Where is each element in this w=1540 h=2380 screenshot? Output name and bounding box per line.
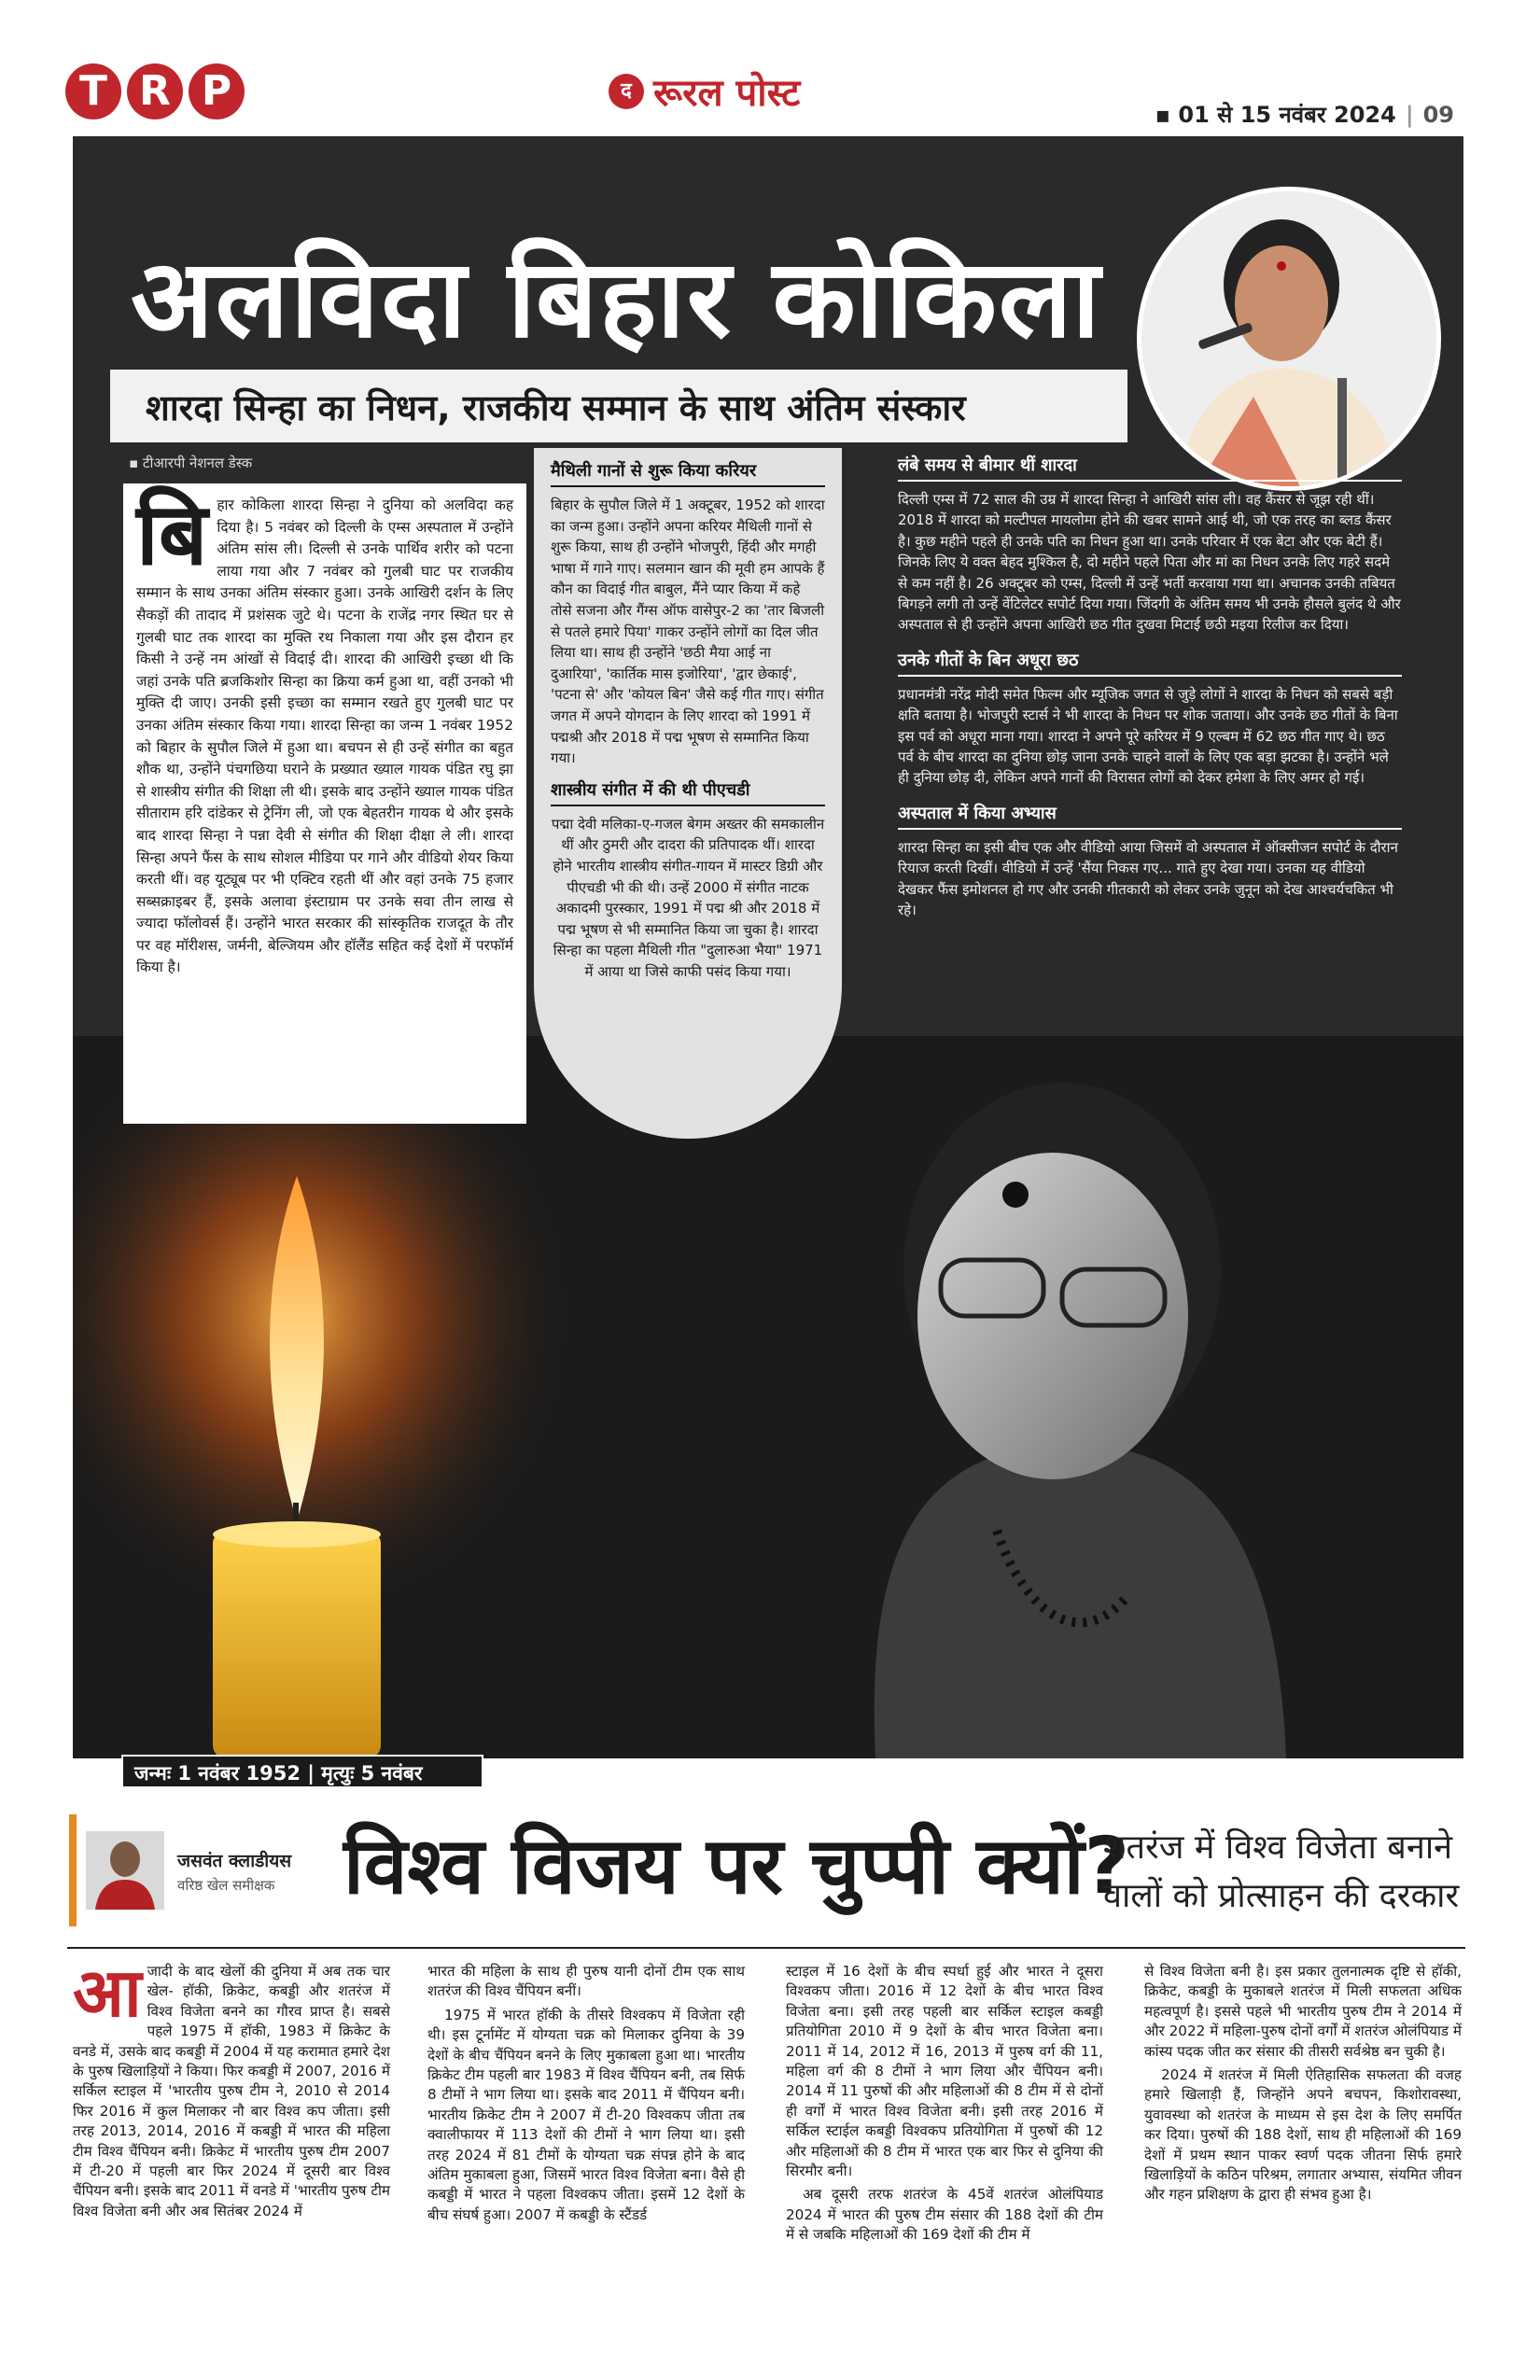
logo-letter: P (189, 63, 245, 119)
logo-letter: R (127, 63, 183, 119)
feature-subheadline-bar (110, 370, 1127, 442)
article-text: 2024 में शतरंज में मिली ऐतिहासिक सफलता की वजह हमारे खिलाड़ी हैं, जिन्होंने अपने बचपन, किशोरावस्था, युवावस्था को शतरंज के माध्यम से इस देश के लिए समर्पित कर दिया। पुरुषों की 188 देशों, साथ ही महिलाओं की 169 देशों में प्रथम स्थान पाकर स्वर्ण पदक जीतना सिर्फ हमारे खिलाड़ियों के कठिन परिश्रम, लगातार अभ्यास, संयमित जीवन और गहन प्रशिक्षण के द्वारा ही संभव हुआ है। (1144, 2066, 1462, 2204)
article-column-1 (73, 1953, 390, 2225)
article-column-3 (786, 1962, 1103, 2249)
article-text: जादी के बाद खेलों की दुनिया में अब तक चार खेल- हॉकी, क्रिकेट, कबड्डी और शतरंज में विश्व विजेता बनने का गौरव प्राप्त है। सबसे पहले 1975 में हॉकी, 1983 में क्रिकेट के वनडे में, उसके बाद कबड्डी में 2004 में यह करामात हमारे देश के पुरुष खिलाड़ियों ने किया। फिर कबड्डी में 2007, 2016 में सर्किल स्टाइल में 'भारतीय पुरुष टीम ने, 2010 से 2014 फिर 2016 में कुल मिलाकर नौ बार विश्व कप जीता। इसी तरह 2013, 2014, 2016 में कबड्डी में भारत की महिला टीम विश्व चैंपियन बनी। क्रिकेट में भारतीय पुरुष टीम 2007 में टी-20 में पहली बार फिर 2024 में दूसरी बार विश्व चैंपियन बनी। इसके बाद 2011 में वनडे में 'भारतीय पुरुष टीम विश्व विजेता बनी और अब सितंबर 2024 में (73, 1963, 390, 2219)
article-dropcap: आ (73, 1953, 142, 2032)
deck-line: वालों को प्रोत्साहन की दरकार (1103, 1877, 1460, 1915)
section-heading: लंबे समय से बीमार थीं शारदा (898, 454, 1402, 482)
author-avatar (86, 1831, 164, 1910)
feature-headline: अलविदा बिहार कोकिला (131, 236, 1102, 362)
lead-dropcap: बि (136, 484, 208, 584)
feature-photo-area (73, 1036, 1463, 1758)
section-text: पद्मा देवी मलिका-ए-गजल बेगम अख्तर की समकालीन थीं और ठुमरी और दादरा की प्रतिपादक थीं। शारदा होने भारतीय शास्त्रीय संगीत-गायन में मास्टर डिग्री और पीएचडी भी की थी। उन्हें 2000 में संगीत नाटक अकादमी पुरस्कार, 1991 में पद्म श्री और 2018 में पद्म भूषण से भी सम्मानित किया जा चुका है। शारदा सिन्हा का पहला मैथिली गीत "दुलारुआ भैया" 1971 में आया था जिसे काफी पसंद किया गया। (551, 815, 825, 980)
singer-photo (1141, 191, 1436, 486)
portrait-bindi (1002, 1182, 1029, 1208)
feature-subheadline: शारदा सिन्हा का निधन, राजकीय सम्मान के साथ अंतिम संस्कार (146, 387, 966, 428)
page-number: 09 (1422, 102, 1454, 128)
article-text: से विश्व विजेता बनी है। इस प्रकार तुलनात्मक दृष्टि से हॉकी, क्रिकेट, कबड्डी के मुकाबले शतरंज में मिली सफलता अधिक महत्वपूर्ण है। इससे पहले भी भारतीय पुरुष टीम ने 2014 में और 2022 में महिला-पुरुष दोनों वर्गों में शतरंज ओलंपियाड में कांस्य पदक जीत कर संसार की तीसरी सर्वश्रेष्ठ बन चुकी है। (1144, 1963, 1462, 2060)
section-text: बिहार के सुपौल जिले में 1 अक्टूबर, 1952 को शारदा का जन्म हुआ। उन्होंने अपना करियर मैथिली गानों से शुरू किया, साथ ही उन्होंने भोजपुरी, हिंदी और मगही भाषा में गाने गाए। सलमान खान की मूवी हम आपके हैं कौन का विदाई गीत बाबुल, मैंने प्यार किया में कहे तोसे सजना और गैंग्स ऑफ वासेपुर-2 का 'तार बिजली से पतले हमारे पिया' गाकर उन्होंने लोगों का दिल जीत लिया था। साथ ही उन्होंने 'छठी मैया आई ना दुआरिया', 'कार्तिक मास इजोरिया', 'द्वार छेकाई', 'पटना से' और 'कोयल बिन' जैसे कई गीत गाए। संगीत जगत में अपने योगदान के लिए शारदा को 1991 में पद्मश्री और 2018 में पद्म भूषण से सम्मानित किया गया। (551, 497, 825, 767)
date-text: 01 से 15 नवंबर 2024 (1178, 102, 1396, 128)
sports-headline: विश्व विजय पर चुप्पी क्यों? (343, 1820, 1130, 1911)
section-heading: शास्त्रीय संगीत में की थी पीएचडी (551, 778, 825, 806)
paper-name: रूरल पोस्ट (653, 72, 801, 115)
author-name: जसवंत क्लाडीयस (177, 1851, 292, 1871)
middle-column (534, 448, 842, 1139)
article-text: भारत की महिला के साथ ही पुरुष यानी दोनों टीम एक साथ शतरंज की विश्व चैंपियन बनीं। (427, 1963, 745, 2000)
singer-photo-circle (1137, 187, 1441, 491)
date-separator: | (1405, 102, 1414, 128)
article-text: 1975 में भारत हॉकी के तीसरे विश्वकप में विजेता रही थी। इस टूर्नामेंट में योग्यता चक्र को मिलाकर दुनिया के 39 देशों के बीच चैंपियन बनने के लिए मुकाबला हुआ था। भारतीय क्रिकेट टीम पहली बार 1983 में विश्व चैंपियन बनी, तब सिर्फ 8 टीमों ने भाग लिया था। इसके बाद 2011 में चैंपियन बनी। भारतीय क्रिकेट टीम ने 2007 में टी-20 विश्वकप जीता तब क्वालीफायर में 113 देशों की टीमों ने भाग लिया था। इसी तरह 2024 में 81 टीमों के योग्यता चक्र संपन्न होने के बाद अंतिम मुकाबला हुआ, जिसमें भारत विश्व विजेता बना। वैसे ही कबड्डी में भारत ने पहला विश्वकप जीता। इसमें 12 देशों के बीच संघर्ष हुआ। 2007 में कबड्डी के स्टैंडर्ड (427, 2006, 745, 2223)
column-accent-bar (69, 1814, 77, 1926)
author-role: वरिष्ठ खेल समीक्षक (177, 1877, 275, 1894)
section-text: प्रधानमंत्री नरेंद्र मोदी समेत फिल्म और म्यूजिक जगत से जुड़े लोगों ने शारदा के निधन को सबसे बड़ी क्षति बताया है। भोजपुरी स्टार्स ने भी शारदा के निधन पर शोक जताया। और उनके छठ गीतों के बिना इस पर्व को अधूरा माना गया। शारदा ने अपने पूरे करियर में 9 एल्बम में 62 छठ गीत गाए थे। छठ पर्व के बीच शारदा का दुनिया छोड़ जाना उनके चाहने वालों के लिए एक बड़ा झटका है। उन्होंने भले ही दुनिया छोड़ दी, लेकिन अपने गानों की विरासत लोगों को देकर हमेशा के लिए अमर हो गई। (898, 685, 1398, 787)
author-photo (86, 1831, 164, 1910)
article-column-2 (427, 1962, 745, 2229)
article-text: अब दूसरी तरफ शतरंज के 45वें शतरंज ओलंपियाड 2024 में भारत की पुरुष टीम संसार की 188 देशों की टीम में से जबकि महिलाओं की 169 देशों की टीम में (786, 2186, 1103, 2244)
right-column (898, 454, 1402, 934)
deck-line: शतरंज में विश्व विजेता बनाने (1103, 1828, 1453, 1867)
paper-mark: द (609, 74, 644, 109)
article-column-4 (1144, 1962, 1462, 2209)
logo-letter: T (65, 63, 121, 119)
section-heading: अस्पताल में किया अभ्यास (898, 802, 1402, 830)
section-text: दिल्ली एम्स में 72 साल की उम्र में शारदा सिन्हा ने आखिरी सांस ली। वह कैंसर से जूझ रही थीं। 2018 में शारदा को मल्टीपल मायलोमा होने की खबर सामने आई थी, जो एक तरह का ब्लड कैंसर है। कुछ महीने पहले ही उनके पति का निधन हुआ था। उनके परिवार में एक बेटा और एक बेटी हैं। जिनके लिए ये वक्त बेहद मुश्किल है, दो महीने पहले पिता और मां का निधन उनके लिए गहरे सदमे से कम नहीं है। 26 अक्टूबर को एम्स, दिल्ली में उन्हें भर्ती करवाया गया था। अचानक उनकी तबियत बिगड़ने लगी तो उन्हें वेंटिलेटर सपोर्ट दिया गया। जिंदगी के अंतिम समय भी उनके हौसले बुलंद थे और अस्पताल से ही उन्होंने अपना आखिरी छठ गीत दुखवा मिटाई छठी मइया रिलीज कर दिया। (898, 491, 1401, 634)
portrait-sari (875, 1445, 1286, 1758)
candle-body (213, 1531, 381, 1758)
feature-photo (73, 1036, 1463, 1758)
section-heading: मैथिली गानों से शुरू किया करियर (551, 459, 825, 487)
section-text: शारदा सिन्हा का इसी बीच एक और वीडियो आया जिसमें वो अस्पताल में ऑक्सीजन सपोर्ट के दौरान रियाज करती दिखीं। वीडियो में उन्हें 'सैंया निकस गए... गाते हुए देखा गया। उनका यह वीडियो देखकर फैंस इमोशनल हो गए और उनकी गीतकारी को लेकर उनके जुनून को देख आश्चर्यचकित भी रहे। (898, 838, 1398, 919)
article-text: स्टाइल में 16 देशों के बीच स्पर्धा हुई और भारत ने दूसरा विश्वकप जीता। 2016 में 12 देशों के बीच भारत विश्व विजेता बना। इसी तरह पहली बार सर्किल स्टाइल कबड्डी प्रतियोगिता 2010 में 9 देशों के बीच भारत विजेता बना। 2011 में 14, 2012 में 16, 2013 में पुरुष वर्ग की 11, महिला वर्ग की 8 टीमों ने भाग लिया और चैंपियन बनी। 2014 में 11 पुरुषों की और महिलाओं की 8 टीम में से दोनों ही वर्गों में भारत विश्व विजेता बनी। इसी तरह 2016 में सर्किल स्टाईल कबड्डी विश्वकप प्रतियोगिता में पुरुषों की 12 और महिलाओं की 8 टीम में भारत एक बार फिर से दुनिया की सिरमौर बनी। (786, 1963, 1103, 2180)
section-divider (67, 1947, 1465, 1949)
issue-date (1155, 99, 1454, 130)
lead-text: हार कोकिला शारदा सिन्हा ने दुनिया को अलविदा कह दिया है। 5 नवंबर को दिल्ली के एम्स अस्पताल में उन्होंने अंतिम सांस ली। दिल्ली से उनके पार्थिव शरीर को पटना लाया गया और 7 नवंबर को गुलबी घाट पर राजकीय सम्मान के साथ उनका अंतिम संस्कार हुआ। उनके आखिरी दर्शन के लिए सैकड़ों की तादाद में प्रशंसक जुटे थे। पटना के राजेंद्र नगर स्थित घर से गुलबी घाट तक शारदा का मुक्ति रथ निकाला गया और इस दौरान हर किसी ने उन्हें नम आंखों से विदाई दी। शारदा की आखिरी इच्छा थी कि जहां उनके पति ब्रजकिशोर सिन्हा का क्रिया कर्म हुआ था, वहीं उनको भी मुक्ति दी जाए। उनकी इसी इच्छा का सम्मान रखते हुए गुलबी घाट पर उनका अंतिम संस्कार किया गया। शारदा सिन्हा का जन्म 1 नवंबर 1952 को बिहार के सुपौल जिले में हुआ था। बचपन से ही उन्हें संगीत का बहुत शौक था, उन्होंने पंचगछिया घराने के प्रख्यात ख्याल गायक पंडित रघु झा से शास्त्रीय संगीत की शिक्षा ली थी। इसके बाद उन्होंने ख्याल गायक पंडित सीताराम हरि दांडेकर से ट्रेनिंग ली, जो एक बेहतरीन गायक थे और इसके बाद शारदा सिन्हा ने पन्ना देवी से संगीत की शिक्षा दीक्षा ले ली। शारदा सिन्हा अपने फैंस के साथ सोशल मीडिया पर गाने और वीडियो शेयर किया करती थीं। वह यूट्यूब पर भी एक्टिव रहती थीं और वहां उनके 75 हजार सब्सक्राइबर हैं, इसके अलावा इंस्टाग्राम पर उनके सवा तीन लाख से ज्यादा फॉलोवर्स हैं। उन्होंने भारत सरकार की सांस्कृतिक राजदूत के तौर पर वह मॉरीशस, जर्मनी, बेल्जियम और हॉलैंड सहित कई देशों में परफॉर्म किया है। (136, 497, 513, 976)
sports-deck (1103, 1824, 1459, 1921)
byline: ▪ टीआरपी नेशनल डेस्क (129, 455, 253, 471)
date-bullet: ▪ (1155, 102, 1179, 128)
section-heading: उनके गीतों के बिन अधूरा छठ (898, 649, 1402, 677)
lead-column (123, 483, 526, 1124)
candle-top (213, 1521, 381, 1547)
paper-brand (609, 65, 800, 117)
birth-death-dates: जन्मः 1 नवंबर 1952 | मृत्युः 5 नवंबर 2024 (121, 1755, 483, 1788)
trp-logo (65, 63, 245, 119)
